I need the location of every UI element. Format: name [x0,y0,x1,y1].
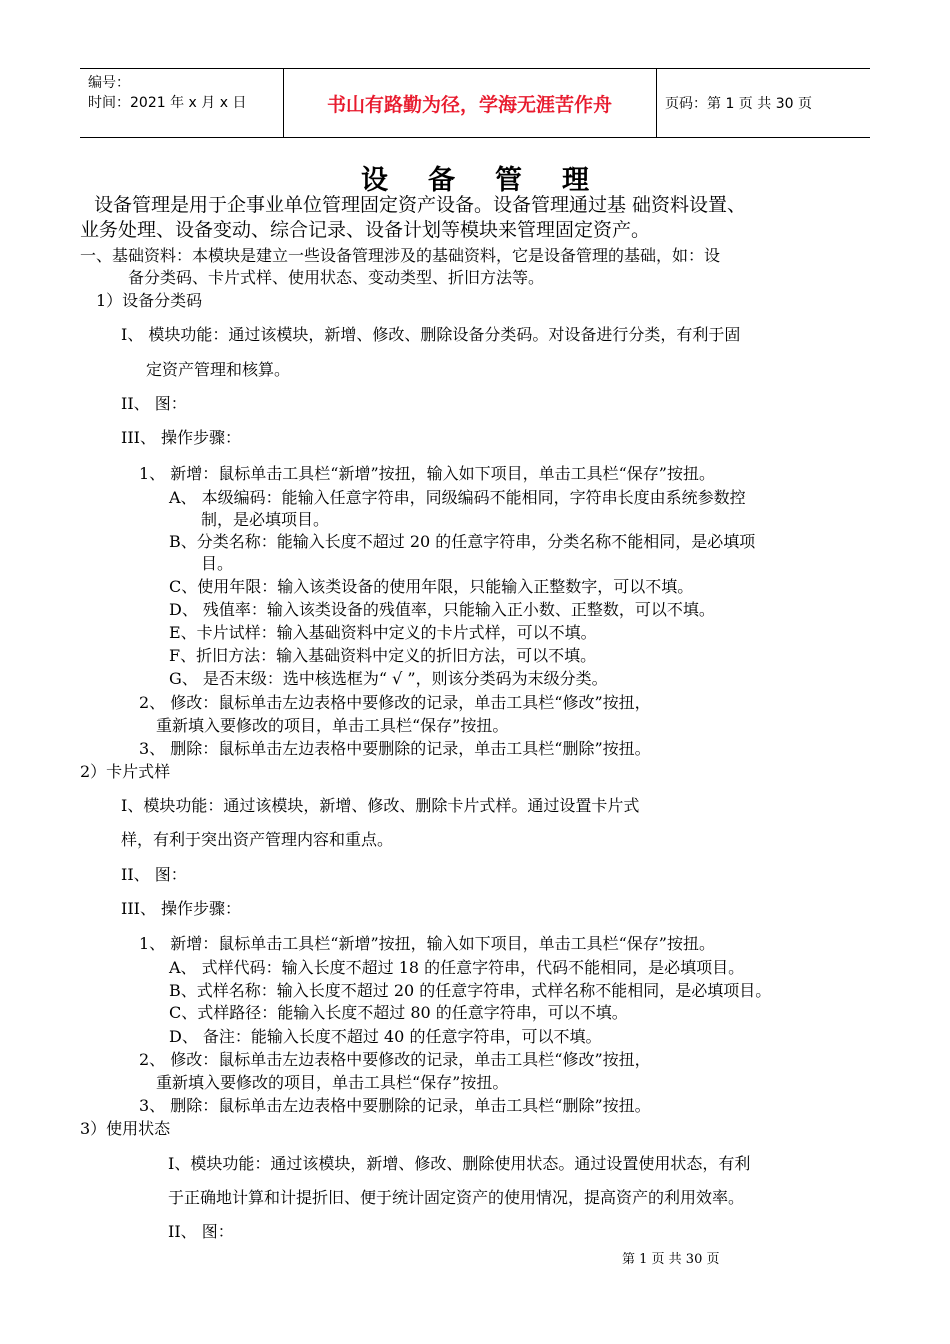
figure-label: II、 图： [121,394,187,413]
page-header [80,68,870,138]
number-label: 编号： [88,75,130,91]
list-item: C、使用年限：输入该类设备的使用年限，只能输入正整数字，可以不填。 [169,577,694,596]
step-edit: 2、 修改：鼠标单击左边表格中要修改的记录，单击工具栏“修改”按扭， [139,693,651,712]
list-item: D、 备注：能输入长度不超过 40 的任意字符串，可以不填。 [169,1027,602,1046]
module-function: I、模块功能：通过该模块，新增、修改、删除卡片式样。通过设置卡片式 [121,796,640,815]
step-edit: 2、 修改：鼠标单击左边表格中要修改的记录，单击工具栏“修改”按扭， [139,1050,651,1069]
module-function: 于正确地计算和计提折旧、便于统计固定资产的使用情况，提高资产的利用效率。 [168,1188,745,1207]
subsection-heading: 1）设备分类码 [96,291,203,310]
list-item: A、 式样代码：输入长度不超过 18 的任意字符串，代码不能相同，是必填项目。 [169,958,745,977]
list-item: A、 本级编码：能输入任意字符串，同级编码不能相同，字符串长度由系统参数控 [169,488,746,507]
list-item: B、分类名称：能输入长度不超过 20 的任意字符串，分类名称不能相同，是必填项 [169,532,756,551]
section-text: 备分类码、卡片式样、使用状态、变动类型、折旧方法等。 [128,268,545,287]
steps-label: III、 操作步骤： [121,899,242,918]
list-item: F、折旧方法：输入基础资料中定义的折旧方法，可以不填。 [169,646,597,665]
motto: 书山有路勤为径，学海无涯苦作舟 [326,93,612,116]
module-function: 定资产管理和核算。 [146,360,291,379]
list-item: D、 残值率：输入该类设备的残值率，只能输入正小数、正整数，可以不填。 [169,600,715,619]
step-edit: 重新填入要修改的项目，单击工具栏“保存”按扭。 [156,1073,509,1092]
module-function: 样，有利于突出资产管理内容和重点。 [121,830,394,849]
page-number-label: 页码：第 1 页 共 30 页 [665,96,812,112]
step-add: 1、 新增：鼠标单击工具栏“新增”按扭，输入如下项目，单击工具栏“保存”按扭。 [139,934,715,953]
list-item: C、式样路径：能输入长度不超过 80 的任意字符串，可以不填。 [169,1003,628,1022]
time-label: 时间：2021 年 x 月 x 日 [88,95,247,111]
figure-label: II、 图： [168,1222,234,1241]
divider [656,69,657,137]
step-delete: 3、 删除：鼠标单击左边表格中要删除的记录，单击工具栏“删除”按扭。 [139,1096,651,1115]
module-function: I、模块功能：通过该模块，新增、修改、删除使用状态。通过设置使用状态，有利 [168,1154,751,1173]
list-item: E、卡片试样：输入基础资料中定义的卡片式样，可以不填。 [169,623,597,642]
step-delete: 3、 删除：鼠标单击左边表格中要删除的记录，单击工具栏“删除”按扭。 [139,739,651,758]
section-heading: 一、基础资料：本模块是建立一些设备管理涉及的基础资料，它是设备管理的基础，如：设 [80,246,721,265]
module-function: I、 模块功能：通过该模块，新增、修改、删除设备分类码。对设备进行分类，有利于固 [121,325,741,344]
step-add: 1、 新增：鼠标单击工具栏“新增”按扭，输入如下项目，单击工具栏“保存”按扭。 [139,464,715,483]
list-item: 目。 [201,554,234,573]
page-footer: 第 1 页 共 30 页 [622,1252,720,1267]
steps-label: III、 操作步骤： [121,428,242,447]
subsection-heading: 3）使用状态 [80,1119,171,1138]
list-item: 制，是必填项目。 [201,510,330,529]
step-edit: 重新填入要修改的项目，单击工具栏“保存”按扭。 [156,716,509,735]
figure-label: II、 图： [121,865,187,884]
document-title: 设备管理 [361,165,629,196]
list-item: G、 是否末级：选中核选框为“ √ ”，则该分类码为末级分类。 [169,669,608,688]
intro-line: 设备管理是用于企事业单位管理固定资产设备。设备管理通过基 础资料设置、 [94,194,747,216]
intro-line: 业务处理、设备变动、综合记录、设备计划等模块来管理固定资产。 [80,219,651,241]
header-info [88,73,246,113]
list-item: B、式样名称：输入长度不超过 20 的任意字符串，式样名称不能相同，是必填项目。 [169,981,772,1000]
subsection-heading: 2）卡片式样 [80,762,171,781]
